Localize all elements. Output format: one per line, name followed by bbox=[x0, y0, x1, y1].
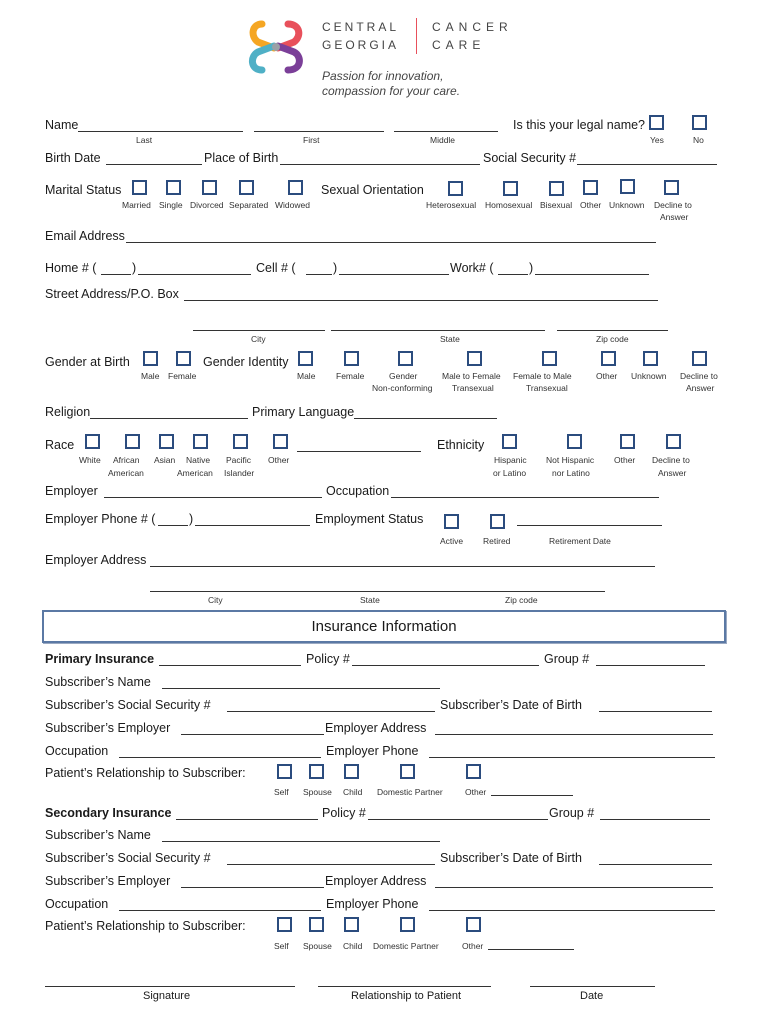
employer-address-field[interactable] bbox=[150, 566, 655, 567]
race-white-label: White bbox=[79, 455, 101, 465]
primary-subscriber-ssn-label: Subscriber’s Social Security # bbox=[45, 698, 211, 712]
primary-insurance-field[interactable] bbox=[159, 665, 301, 666]
logo bbox=[248, 18, 548, 100]
sexual-orientation-label: Sexual Orientation bbox=[321, 183, 424, 197]
legal-no-checkbox[interactable] bbox=[692, 115, 707, 130]
secondary-subscriber-ssn-label: Subscriber’s Social Security # bbox=[45, 851, 211, 865]
identity-female-label: Female bbox=[336, 371, 365, 381]
primary-other-label: Other bbox=[465, 787, 487, 797]
primary-subscriber-dob-label: Subscriber’s Date of Birth bbox=[440, 698, 582, 712]
city-label: City bbox=[251, 334, 266, 344]
secondary-occupation-field[interactable] bbox=[119, 910, 321, 911]
secondary-subscriber-employer-field[interactable] bbox=[181, 887, 324, 888]
religion-field[interactable] bbox=[90, 418, 248, 419]
secondary-other-checkbox[interactable] bbox=[466, 917, 481, 932]
home-phone-label: Home # ( bbox=[45, 261, 97, 275]
primary-group-label: Group # bbox=[544, 652, 590, 666]
birth-male-checkbox[interactable] bbox=[143, 351, 158, 366]
identity-mtf-label: Male to Female bbox=[442, 371, 501, 381]
orientation-decline-checkbox[interactable] bbox=[664, 180, 679, 195]
occupation-field[interactable] bbox=[391, 497, 659, 498]
secondary-group-label: Group # bbox=[549, 806, 595, 820]
cell-phone-label: Cell # ( bbox=[256, 261, 296, 275]
secondary-employer-address-field[interactable] bbox=[435, 887, 713, 888]
date-label: Date bbox=[580, 990, 604, 1002]
separated-checkbox[interactable] bbox=[239, 180, 254, 195]
legal-name-question: Is this your legal name? bbox=[513, 118, 646, 132]
secondary-policy-label: Policy # bbox=[322, 806, 366, 820]
birth-date-label: Birth Date bbox=[45, 151, 101, 165]
bisexual-label: Bisexual bbox=[540, 200, 573, 210]
state-label: State bbox=[440, 334, 460, 344]
ethnicity-not-hispanic-label: Not Hispanic bbox=[546, 455, 595, 465]
religion-label: Religion bbox=[45, 405, 91, 419]
brand-georgia: GEORGIA bbox=[322, 38, 400, 52]
identity-female-checkbox[interactable] bbox=[344, 351, 359, 366]
middle-name-field[interactable] bbox=[394, 131, 498, 132]
first-label: First bbox=[303, 135, 320, 145]
gender-at-birth-label: Gender at Birth bbox=[45, 355, 130, 369]
race-pacific-islander-checkbox[interactable] bbox=[233, 434, 248, 449]
secondary-group-field[interactable] bbox=[600, 819, 710, 820]
place-of-birth-field[interactable] bbox=[280, 164, 480, 165]
single-label: Single bbox=[159, 200, 183, 210]
primary-policy-label: Policy # bbox=[306, 652, 350, 666]
primary-other-checkbox[interactable] bbox=[466, 764, 481, 779]
identity-answer-label: Answer bbox=[686, 383, 715, 393]
widowed-checkbox[interactable] bbox=[288, 180, 303, 195]
home-paren: ) bbox=[132, 261, 137, 275]
primary-self-label: Self bbox=[274, 787, 289, 797]
marital-status-label: Marital Status bbox=[45, 183, 122, 197]
first-name-field[interactable] bbox=[254, 131, 384, 132]
employer-city-state-zip-field[interactable] bbox=[150, 591, 605, 592]
zip-label: Zip code bbox=[596, 334, 629, 344]
employer-zip-label: Zip code bbox=[505, 595, 538, 605]
secondary-child-label: Child bbox=[343, 941, 363, 951]
secondary-subscriber-ssn-field[interactable] bbox=[227, 864, 435, 865]
last-name-field[interactable] bbox=[78, 131, 243, 132]
heterosexual-label: Heterosexual bbox=[426, 200, 477, 210]
married-label: Married bbox=[122, 200, 151, 210]
retired-label: Retired bbox=[483, 536, 511, 546]
primary-subscriber-ssn-field[interactable] bbox=[227, 711, 435, 712]
place-of-birth-label: Place of Birth bbox=[204, 151, 279, 165]
primary-domestic-partner-label: Domestic Partner bbox=[377, 787, 443, 797]
middle-label: Middle bbox=[430, 135, 456, 145]
insurance-section-header bbox=[42, 610, 726, 643]
tagline-2: compassion for your care. bbox=[322, 84, 461, 98]
identity-mtf-checkbox[interactable] bbox=[467, 351, 482, 366]
no-label: No bbox=[693, 135, 704, 145]
employer-phone-label: Employer Phone # ( bbox=[45, 512, 156, 526]
secondary-employer-address-label: Employer Address bbox=[325, 874, 427, 888]
work-paren: ) bbox=[529, 261, 534, 275]
primary-insurance-label: Primary Insurance bbox=[45, 652, 155, 666]
home-phone-field[interactable] bbox=[138, 274, 251, 275]
signature-label: Signature bbox=[143, 990, 191, 1002]
primary-subscriber-name-label: Subscriber’s Name bbox=[45, 675, 151, 689]
employer-label: Employer bbox=[45, 484, 98, 498]
secondary-domestic-partner-label: Domestic Partner bbox=[373, 941, 439, 951]
race-native-american-label: American bbox=[177, 468, 213, 478]
secondary-self-label: Self bbox=[274, 941, 289, 951]
occupation-label: Occupation bbox=[326, 484, 390, 498]
ethnicity-latino-label: or Latino bbox=[493, 468, 527, 478]
primary-employer-phone-label: Employer Phone bbox=[326, 744, 419, 758]
divorced-label: Divorced bbox=[190, 200, 224, 210]
employer-paren: ) bbox=[189, 512, 194, 526]
last-label: Last bbox=[136, 135, 153, 145]
ethnicity-label: Ethnicity bbox=[437, 438, 485, 452]
race-pacific-label: Pacific bbox=[226, 455, 252, 465]
secondary-employer-phone-label: Employer Phone bbox=[326, 897, 419, 911]
bisexual-checkbox[interactable] bbox=[549, 181, 564, 196]
secondary-subscriber-employer-label: Subscriber’s Employer bbox=[45, 874, 171, 888]
secondary-relationship-label: Patient’s Relationship to Subscriber: bbox=[45, 919, 246, 933]
birth-date-field[interactable] bbox=[106, 164, 202, 165]
secondary-domestic-partner-checkbox[interactable] bbox=[400, 917, 415, 932]
secondary-insurance-label: Secondary Insurance bbox=[45, 806, 172, 820]
brand-cancer: CANCER bbox=[432, 20, 513, 34]
insurance-title: Insurance Information bbox=[311, 618, 457, 635]
secondary-subscriber-name-label: Subscriber’s Name bbox=[45, 828, 151, 842]
homosexual-checkbox[interactable] bbox=[503, 181, 518, 196]
primary-employer-address-field[interactable] bbox=[435, 734, 713, 735]
date-field[interactable] bbox=[530, 986, 655, 987]
primary-subscriber-employer-label: Subscriber’s Employer bbox=[45, 721, 171, 735]
zip-field[interactable] bbox=[557, 330, 668, 331]
identity-decline-checkbox[interactable] bbox=[692, 351, 707, 366]
employer-phone-field[interactable] bbox=[195, 525, 310, 526]
tagline-1: Passion for innovation, bbox=[322, 69, 444, 83]
birth-female-checkbox[interactable] bbox=[176, 351, 191, 366]
orientation-unknown-checkbox[interactable] bbox=[620, 179, 635, 194]
gender-identity-label: Gender Identity bbox=[203, 355, 289, 369]
identity-ftm-trans-label: Transexual bbox=[526, 383, 568, 393]
cell-phone-field[interactable] bbox=[339, 274, 449, 275]
race-asian-label: Asian bbox=[154, 455, 176, 465]
primary-subscriber-name-field[interactable] bbox=[162, 688, 440, 689]
ethnicity-not-hispanic-checkbox[interactable] bbox=[567, 434, 582, 449]
identity-unknown-label: Unknown bbox=[631, 371, 667, 381]
race-african-label: African bbox=[113, 455, 140, 465]
state-field[interactable] bbox=[331, 330, 545, 331]
ethnicity-hispanic-label: Hispanic bbox=[494, 455, 527, 465]
orientation-other-checkbox[interactable] bbox=[583, 180, 598, 195]
identity-unknown-checkbox[interactable] bbox=[643, 351, 658, 366]
brand-central: CENTRAL bbox=[322, 20, 400, 34]
race-native-label: Native bbox=[186, 455, 211, 465]
employer-field[interactable] bbox=[104, 497, 322, 498]
secondary-subscriber-name-field[interactable] bbox=[162, 841, 440, 842]
identity-ftm-label: Female to Male bbox=[513, 371, 572, 381]
primary-domestic-partner-checkbox[interactable] bbox=[400, 764, 415, 779]
name-label: Name bbox=[45, 118, 79, 132]
primary-language-field[interactable] bbox=[354, 418, 497, 419]
birth-female-label: Female bbox=[168, 371, 197, 381]
single-checkbox[interactable] bbox=[166, 180, 181, 195]
identity-other-label: Other bbox=[596, 371, 618, 381]
identity-mtf-trans-label: Transexual bbox=[452, 383, 494, 393]
home-area-field[interactable] bbox=[101, 274, 131, 275]
race-other-label: Other bbox=[268, 455, 290, 465]
secondary-subscriber-dob-label: Subscriber’s Date of Birth bbox=[440, 851, 582, 865]
primary-policy-field[interactable] bbox=[352, 665, 539, 666]
retired-checkbox[interactable] bbox=[490, 514, 505, 529]
primary-employer-phone-field[interactable] bbox=[429, 757, 715, 758]
ethnicity-other-checkbox[interactable] bbox=[620, 434, 635, 449]
primary-other-field[interactable] bbox=[491, 795, 573, 796]
relationship-to-patient-label: Relationship to Patient bbox=[351, 990, 462, 1002]
primary-relationship-label: Patient’s Relationship to Subscriber: bbox=[45, 766, 246, 780]
primary-language-label: Primary Language bbox=[252, 405, 355, 419]
employer-city-label: City bbox=[208, 595, 223, 605]
employment-status-label: Employment Status bbox=[315, 512, 424, 526]
race-native-american-checkbox[interactable] bbox=[193, 434, 208, 449]
race-american-label: American bbox=[108, 468, 144, 478]
relationship-to-patient-field[interactable] bbox=[318, 986, 491, 987]
cell-paren: ) bbox=[333, 261, 338, 275]
race-islander-label: Islander bbox=[224, 468, 255, 478]
orientation-other-label: Other bbox=[580, 200, 602, 210]
heterosexual-checkbox[interactable] bbox=[448, 181, 463, 196]
work-phone-field[interactable] bbox=[535, 274, 649, 275]
identity-nonconforming-label: Non-conforming bbox=[372, 383, 433, 393]
race-other-field[interactable] bbox=[297, 451, 421, 452]
cell-area-field[interactable] bbox=[306, 274, 332, 275]
legal-yes-checkbox[interactable] bbox=[649, 115, 664, 130]
birth-male-label: Male bbox=[141, 371, 160, 381]
brand-divider bbox=[416, 18, 417, 54]
race-african-american-checkbox[interactable] bbox=[125, 434, 140, 449]
identity-male-checkbox[interactable] bbox=[298, 351, 313, 366]
retirement-date-field[interactable] bbox=[517, 525, 662, 526]
retirement-date-label: Retirement Date bbox=[549, 536, 611, 546]
secondary-other-field[interactable] bbox=[488, 949, 574, 950]
employer-state-label: State bbox=[360, 595, 380, 605]
work-phone-label: Work# ( bbox=[450, 261, 494, 275]
race-other-checkbox[interactable] bbox=[273, 434, 288, 449]
primary-child-label: Child bbox=[343, 787, 363, 797]
secondary-employer-phone-field[interactable] bbox=[429, 910, 715, 911]
secondary-subscriber-dob-field[interactable] bbox=[599, 864, 712, 865]
primary-subscriber-employer-field[interactable] bbox=[181, 734, 324, 735]
orientation-answer-label: Answer bbox=[660, 212, 689, 222]
married-checkbox[interactable] bbox=[132, 180, 147, 195]
street-address-field[interactable] bbox=[184, 300, 658, 301]
separated-label: Separated bbox=[229, 200, 269, 210]
ssn-field[interactable] bbox=[577, 164, 717, 165]
primary-spouse-label: Spouse bbox=[303, 787, 332, 797]
logo-mark-icon bbox=[248, 18, 304, 76]
primary-employer-address-label: Employer Address bbox=[325, 721, 427, 735]
divorced-checkbox[interactable] bbox=[202, 180, 217, 195]
email-label: Email Address bbox=[45, 229, 125, 243]
secondary-policy-field[interactable] bbox=[368, 819, 548, 820]
primary-child-checkbox[interactable] bbox=[344, 764, 359, 779]
orientation-decline-label: Decline to bbox=[654, 200, 692, 210]
city-field[interactable] bbox=[193, 330, 325, 331]
street-address-label: Street Address/P.O. Box bbox=[45, 287, 179, 301]
widowed-label: Widowed bbox=[275, 200, 310, 210]
race-asian-checkbox[interactable] bbox=[159, 434, 174, 449]
yes-label: Yes bbox=[650, 135, 664, 145]
identity-other-checkbox[interactable] bbox=[601, 351, 616, 366]
primary-occupation-label: Occupation bbox=[45, 744, 109, 758]
secondary-insurance-field[interactable] bbox=[176, 819, 318, 820]
ethnicity-other-label: Other bbox=[614, 455, 636, 465]
employer-address-label: Employer Address bbox=[45, 553, 147, 567]
ethnicity-nor-latino-label: nor Latino bbox=[552, 468, 590, 478]
employer-area-field[interactable] bbox=[158, 525, 188, 526]
ssn-label: Social Security # bbox=[483, 151, 577, 165]
secondary-occupation-label: Occupation bbox=[45, 897, 109, 911]
brand-care: CARE bbox=[432, 38, 486, 52]
homosexual-label: Homosexual bbox=[485, 200, 533, 210]
email-field[interactable] bbox=[126, 242, 656, 243]
identity-ftm-checkbox[interactable] bbox=[542, 351, 557, 366]
primary-subscriber-dob-field[interactable] bbox=[599, 711, 712, 712]
secondary-other-label: Other bbox=[462, 941, 484, 951]
work-area-field[interactable] bbox=[498, 274, 528, 275]
primary-group-field[interactable] bbox=[596, 665, 705, 666]
secondary-spouse-checkbox[interactable] bbox=[309, 917, 324, 932]
race-white-checkbox[interactable] bbox=[85, 434, 100, 449]
ethnicity-decline-label: Decline to bbox=[652, 455, 690, 465]
identity-male-label: Male bbox=[297, 371, 316, 381]
signature-field[interactable] bbox=[45, 986, 295, 987]
primary-spouse-checkbox[interactable] bbox=[309, 764, 324, 779]
secondary-spouse-label: Spouse bbox=[303, 941, 332, 951]
primary-occupation-field[interactable] bbox=[119, 757, 321, 758]
primary-self-checkbox[interactable] bbox=[277, 764, 292, 779]
active-checkbox[interactable] bbox=[444, 514, 459, 529]
race-label: Race bbox=[45, 438, 75, 452]
orientation-unknown-label: Unknown bbox=[609, 200, 645, 210]
identity-decline-label: Decline to bbox=[680, 371, 718, 381]
ethnicity-answer-label: Answer bbox=[658, 468, 687, 478]
secondary-self-checkbox[interactable] bbox=[277, 917, 292, 932]
ethnicity-hispanic-checkbox[interactable] bbox=[502, 434, 517, 449]
active-label: Active bbox=[440, 536, 464, 546]
identity-nonconforming-checkbox[interactable] bbox=[398, 351, 413, 366]
ethnicity-decline-checkbox[interactable] bbox=[666, 434, 681, 449]
secondary-child-checkbox[interactable] bbox=[344, 917, 359, 932]
identity-gender-label: Gender bbox=[389, 371, 418, 381]
